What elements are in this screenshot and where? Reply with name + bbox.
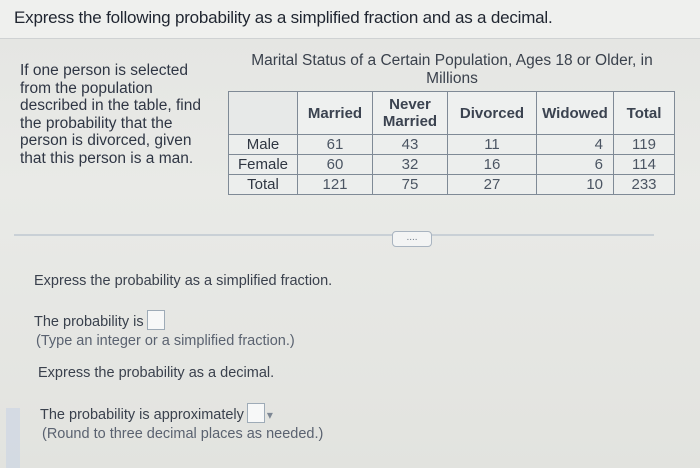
header-total: Total	[614, 92, 675, 135]
header-divorced: Divorced	[448, 92, 537, 135]
part2-answer-line	[40, 403, 273, 423]
more-options-button[interactable]: ....	[392, 231, 432, 247]
cell-value: 114	[614, 155, 675, 175]
table-row-male	[229, 135, 675, 155]
cell-value: 16	[448, 155, 537, 175]
header-never-married: Never Married	[373, 92, 448, 135]
row-label: Female	[229, 155, 298, 175]
cell-value: 11	[448, 135, 537, 155]
section-divider	[14, 234, 654, 236]
problem-prompt: Express the following probability as a simplified fraction and as a decimal.	[14, 8, 553, 27]
part2-instruction: Express the probability as a decimal.	[38, 365, 275, 381]
decimal-answer-input[interactable]	[247, 403, 265, 423]
cell-value: 121	[298, 175, 373, 195]
header-cell-blank	[229, 92, 298, 135]
part1-answer-line	[34, 310, 165, 330]
cell-value: 6	[537, 155, 614, 175]
question-text: If one person is selected from the population described in the table, find the probability that the person is divorced, given that this person is a man.	[20, 62, 201, 167]
cell-value: 43	[373, 135, 448, 155]
header-bar	[0, 0, 700, 39]
table-title: Marital Status of a Certain Population, Ages 18 or Older, in Millions	[251, 52, 653, 87]
cell-value: 61	[298, 135, 373, 155]
left-edge-decoration	[6, 408, 20, 468]
marital-status-table	[228, 91, 675, 195]
row-label: Male	[229, 135, 298, 155]
part1-instruction: Express the probability as a simplified fraction.	[34, 273, 333, 289]
fraction-answer-input[interactable]	[147, 310, 165, 330]
cell-value: 32	[373, 155, 448, 175]
cell-value: 4	[537, 135, 614, 155]
table-header-row	[229, 92, 675, 135]
row-label: Total	[229, 175, 298, 195]
cell-value: 27	[448, 175, 537, 195]
cell-value: 10	[537, 175, 614, 195]
header-widowed: Widowed	[537, 92, 614, 135]
part2-hint: (Round to three decimal places as needed.)	[42, 426, 324, 442]
part2-label: The probability is approximately	[40, 407, 244, 423]
cell-value: 60	[298, 155, 373, 175]
table-row-total	[229, 175, 675, 195]
header-married: Married	[298, 92, 373, 135]
dropdown-caret-icon[interactable]: ▾	[266, 408, 273, 422]
cell-value: 233	[614, 175, 675, 195]
table-row-female	[229, 155, 675, 175]
cell-value: 119	[614, 135, 675, 155]
part1-hint: (Type an integer or a simplified fraction.)	[36, 333, 295, 349]
cell-value: 75	[373, 175, 448, 195]
part1-label: The probability is	[34, 314, 144, 330]
